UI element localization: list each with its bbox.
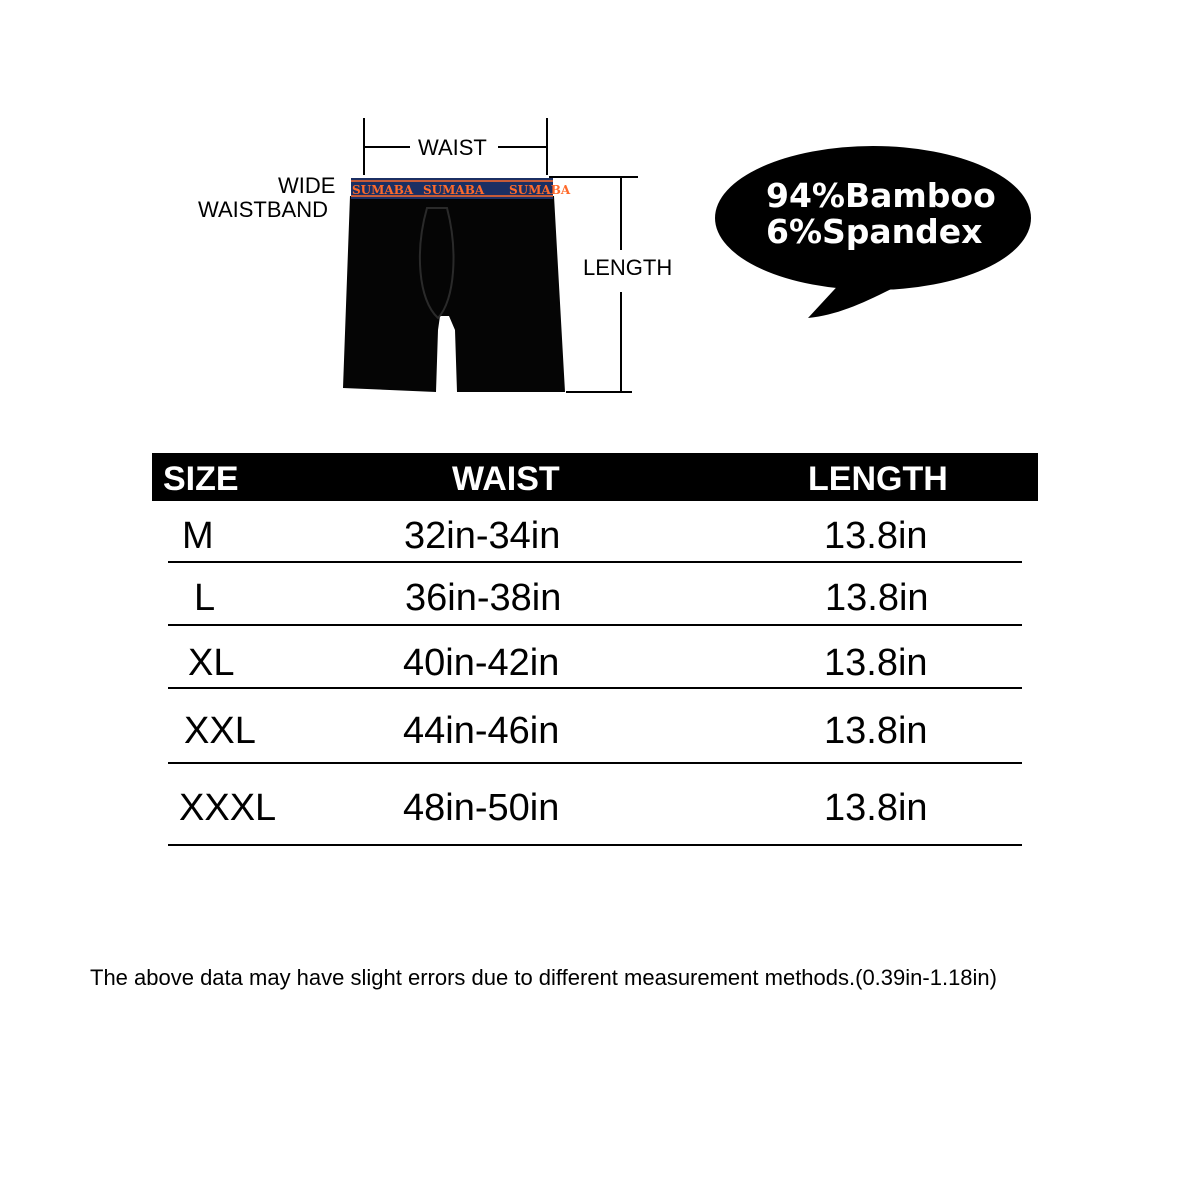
length-cell: 13.8in xyxy=(825,577,929,619)
material-line2: 6%Spandex xyxy=(766,212,983,251)
waist-cell: 36in-38in xyxy=(405,577,562,619)
waist-cell: 44in-46in xyxy=(403,710,560,752)
size-cell: XXXL xyxy=(179,787,277,829)
size-cell: XXL xyxy=(184,710,256,752)
brand-text: SUMABA xyxy=(352,183,414,197)
length-label: LENGTH xyxy=(583,255,673,280)
table-row xyxy=(168,689,1022,764)
waist-cell: 48in-50in xyxy=(403,787,560,829)
length-cell: 13.8in xyxy=(824,642,928,684)
material-text xyxy=(766,178,996,250)
brand-text: SUMABA xyxy=(423,183,485,197)
size-table-header xyxy=(152,453,1038,501)
header-waist: WAIST xyxy=(452,460,560,498)
boxer-brief-image xyxy=(343,178,571,392)
header-size: SIZE xyxy=(163,460,239,498)
measurement-note: The above data may have slight errors due to different measurement methods.(0.39in-1.18in) xyxy=(90,965,997,990)
length-cell: 13.8in xyxy=(824,515,928,557)
table-row xyxy=(168,501,1022,563)
table-row xyxy=(168,626,1022,689)
header-length: LENGTH xyxy=(808,460,948,498)
size-cell: L xyxy=(194,577,216,619)
waist-cell: 32in-34in xyxy=(404,515,561,557)
waistband-label-line1: WIDE xyxy=(278,173,336,198)
length-cell: 13.8in xyxy=(824,787,928,829)
table-row xyxy=(168,764,1022,846)
waistband-label-line2: WAISTBAND xyxy=(198,197,328,222)
material-line1: 94%Bamboo xyxy=(766,176,996,215)
waist-label: WAIST xyxy=(418,135,487,160)
size-cell: M xyxy=(182,515,214,557)
waist-cell: 40in-42in xyxy=(403,642,560,684)
length-cell: 13.8in xyxy=(824,710,928,752)
table-row xyxy=(168,563,1022,626)
brand-text: SUMABA xyxy=(509,183,571,197)
size-cell: XL xyxy=(188,642,235,684)
product-diagram xyxy=(0,0,1200,440)
